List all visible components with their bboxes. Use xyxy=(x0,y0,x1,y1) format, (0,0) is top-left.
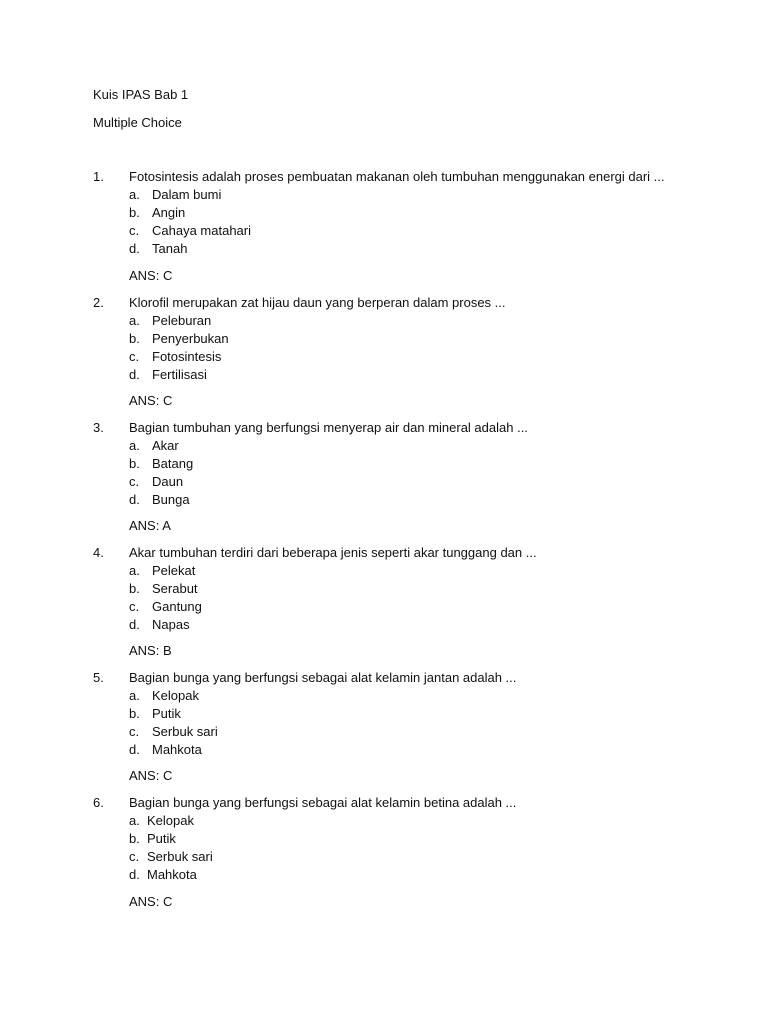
option-text: Peleburan xyxy=(152,313,212,328)
option-text: Mahkota xyxy=(147,867,197,882)
question-text: Bagian bunga yang berfungsi sebagai alat kelamin betina adalah ... xyxy=(129,795,517,810)
page-title: Kuis IPAS Bab 1 xyxy=(93,87,189,102)
option-text: Tanah xyxy=(152,241,188,256)
option-text: Pelekat xyxy=(152,563,196,578)
option-text: Akar xyxy=(152,438,179,453)
option-letter: a. xyxy=(129,313,140,328)
question-text: Bagian tumbuhan yang berfungsi menyerap air dan mineral adalah ... xyxy=(129,420,528,435)
question-text: Fotosintesis adalah proses pembuatan makanan oleh tumbuhan menggunakan energi dari ... xyxy=(129,169,665,184)
option-letter: d. xyxy=(129,241,140,256)
option-text: Serbuk sari xyxy=(152,724,218,739)
option-text: Fotosintesis xyxy=(152,349,222,364)
option-letter: b. xyxy=(129,706,140,721)
option-letter: b. xyxy=(129,331,140,346)
option-text: Napas xyxy=(152,617,190,632)
option-letter: d. xyxy=(129,867,140,882)
option-letter: b. xyxy=(129,581,140,596)
option-text: Kelopak xyxy=(152,688,199,703)
option-letter: a. xyxy=(129,187,140,202)
option-letter: c. xyxy=(129,724,140,739)
question-number: 4. xyxy=(93,545,104,560)
option-text: Daun xyxy=(152,474,184,489)
option-text: Kelopak xyxy=(147,813,194,828)
option-letter: b. xyxy=(129,456,140,471)
question-number: 2. xyxy=(93,295,104,310)
question-text: Klorofil merupakan zat hijau daun yang berperan dalam proses ... xyxy=(129,295,506,310)
question-number: 5. xyxy=(93,670,104,685)
option-text: Putik xyxy=(152,706,181,721)
answer-key: ANS: A xyxy=(129,518,171,533)
option-letter: b. xyxy=(129,831,140,846)
question-number: 6. xyxy=(93,795,104,810)
option-text: Angin xyxy=(152,205,186,220)
option-text: Dalam bumi xyxy=(152,187,222,202)
question-number: 3. xyxy=(93,420,104,435)
option-letter: c. xyxy=(129,849,140,864)
option-letter: b. xyxy=(129,205,140,220)
question-text: Akar tumbuhan terdiri dari beberapa jenis seperti akar tunggang dan ... xyxy=(129,545,537,560)
answer-key: ANS: C xyxy=(129,268,173,283)
option-letter: d. xyxy=(129,617,140,632)
option-text: Gantung xyxy=(152,599,202,614)
option-text: Serabut xyxy=(152,581,198,596)
option-letter: d. xyxy=(129,367,140,382)
option-letter: c. xyxy=(129,599,140,614)
option-text: Bunga xyxy=(152,492,190,507)
option-letter: c. xyxy=(129,223,140,238)
option-text: Putik xyxy=(147,831,176,846)
option-letter: c. xyxy=(129,349,140,364)
question-number: 1. xyxy=(93,169,104,184)
answer-key: ANS: C xyxy=(129,894,173,909)
option-letter: a. xyxy=(129,563,140,578)
page-subtitle: Multiple Choice xyxy=(93,115,182,130)
option-text: Penyerbukan xyxy=(152,331,229,346)
answer-key: ANS: C xyxy=(129,393,173,408)
option-text: Cahaya matahari xyxy=(152,223,251,238)
option-letter: d. xyxy=(129,492,140,507)
option-letter: a. xyxy=(129,688,140,703)
answer-key: ANS: C xyxy=(129,768,173,783)
option-letter: d. xyxy=(129,742,140,757)
answer-key: ANS: B xyxy=(129,643,172,658)
option-letter: a. xyxy=(129,438,140,453)
question-text: Bagian bunga yang berfungsi sebagai alat kelamin jantan adalah ... xyxy=(129,670,517,685)
option-text: Batang xyxy=(152,456,194,471)
option-text: Serbuk sari xyxy=(147,849,213,864)
option-letter: c. xyxy=(129,474,140,489)
option-text: Fertilisasi xyxy=(152,367,207,382)
option-text: Mahkota xyxy=(152,742,202,757)
option-letter: a. xyxy=(129,813,140,828)
